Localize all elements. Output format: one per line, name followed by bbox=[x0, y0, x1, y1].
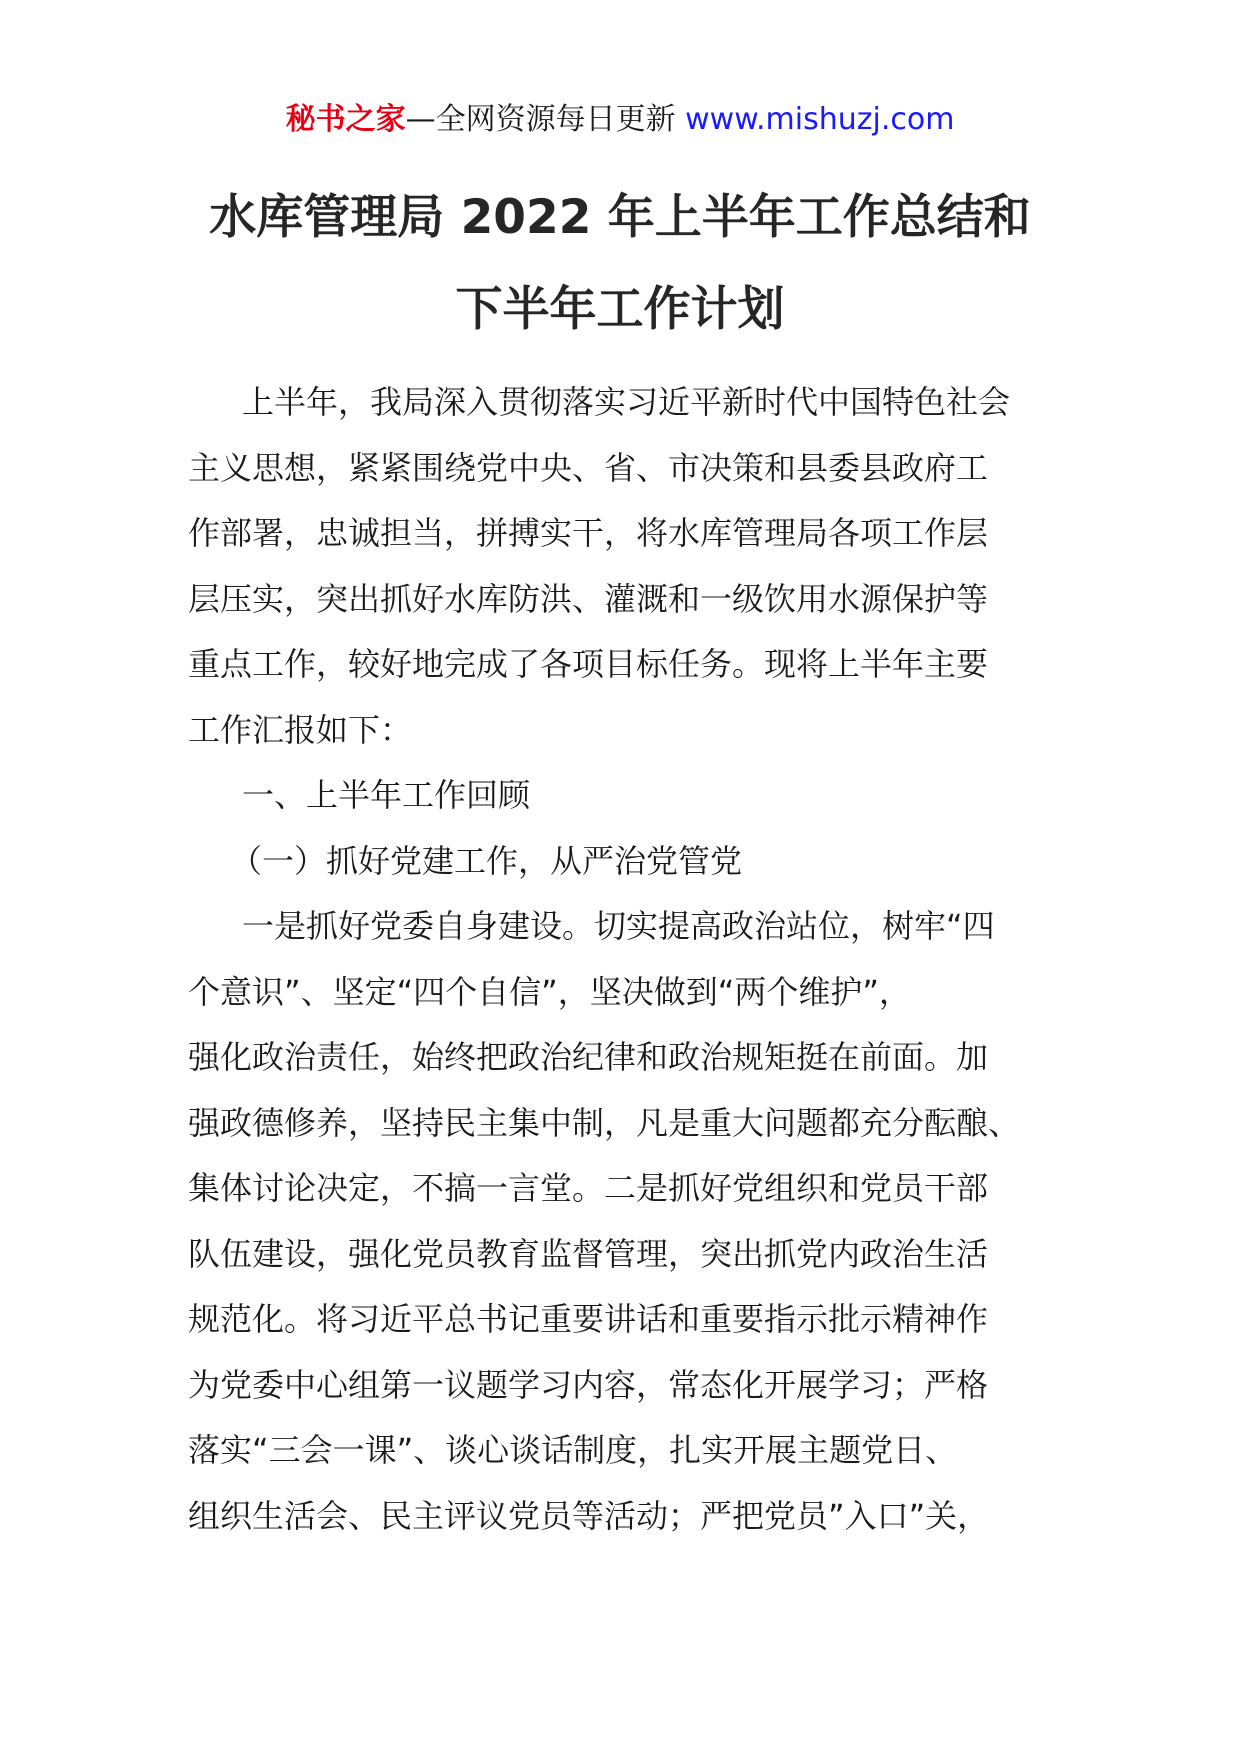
paragraph-line: 层压实，突出抓好水库防洪、灌溉和一级饮用水源保护等 bbox=[188, 579, 989, 618]
paragraph-line: 强政德修养，坚持民主集中制，凡是重大问题都充分酝酿、 bbox=[188, 1103, 1021, 1142]
site-brand: 秘书之家 bbox=[285, 102, 406, 137]
subsection-heading: （一）抓好党建工作，从严治党管党 bbox=[230, 841, 743, 880]
paragraph-line: 强化政治责任，始终把政治纪律和政治规矩挺在前面。加 bbox=[188, 1038, 989, 1076]
paragraph-line: 作部署，忠诚担当，拼搏实干，将水库管理局各项工作层 bbox=[188, 514, 989, 552]
paragraph-line: 一是抓好党委自身建设。切实提高政治站位，树牢“四 bbox=[242, 907, 995, 945]
paragraph-line: 重点工作，较好地完成了各项目标任务。现将上半年主要 bbox=[188, 645, 989, 683]
paragraph-line: 规范化。将习近平总书记重要讲话和重要指示批示精神作 bbox=[188, 1300, 989, 1338]
paragraph-line: 上半年，我局深入贯彻落实习近平新时代中国特色社会 bbox=[242, 383, 1011, 421]
paragraph-line: 为党委中心组第一议题学习内容，常态化开展学习；严格 bbox=[188, 1365, 989, 1404]
document-title-line-2: 下半年工作计划 bbox=[455, 282, 785, 337]
site-tagline: —全网资源每日更新 bbox=[405, 102, 686, 137]
paragraph-line: 队伍建设，强化党员教育监督管理，突出抓党内政治生活 bbox=[188, 1234, 989, 1273]
paragraph-line: 主义思想，紧紧围绕党中央、省、市决策和县委县政府工 bbox=[188, 448, 989, 487]
paragraph-line: 组织生活会、民主评议党员等活动；严把党员”入口”关， bbox=[188, 1496, 990, 1535]
paragraph-line: 个意识”、坚定“四个自信”，坚决做到“两个维护”， bbox=[188, 972, 911, 1011]
paragraph-line: 工作汇报如下： bbox=[188, 710, 413, 749]
site-header bbox=[0, 100, 1240, 140]
paragraph-line: 集体讨论决定，不搞一言堂。二是抓好党组织和党员干部 bbox=[188, 1169, 989, 1207]
site-url-link[interactable]: www.mishuzj.com bbox=[685, 102, 955, 137]
document-title-line-1: 水库管理局 2022 年上半年工作总结和 bbox=[209, 190, 1031, 245]
document-body bbox=[188, 370, 1058, 1549]
paragraph-line: 落实“三会一课”、谈心谈话制度，扎实开展主题党日、 bbox=[188, 1431, 958, 1469]
section-heading: 一、上半年工作回顾 bbox=[242, 776, 531, 814]
